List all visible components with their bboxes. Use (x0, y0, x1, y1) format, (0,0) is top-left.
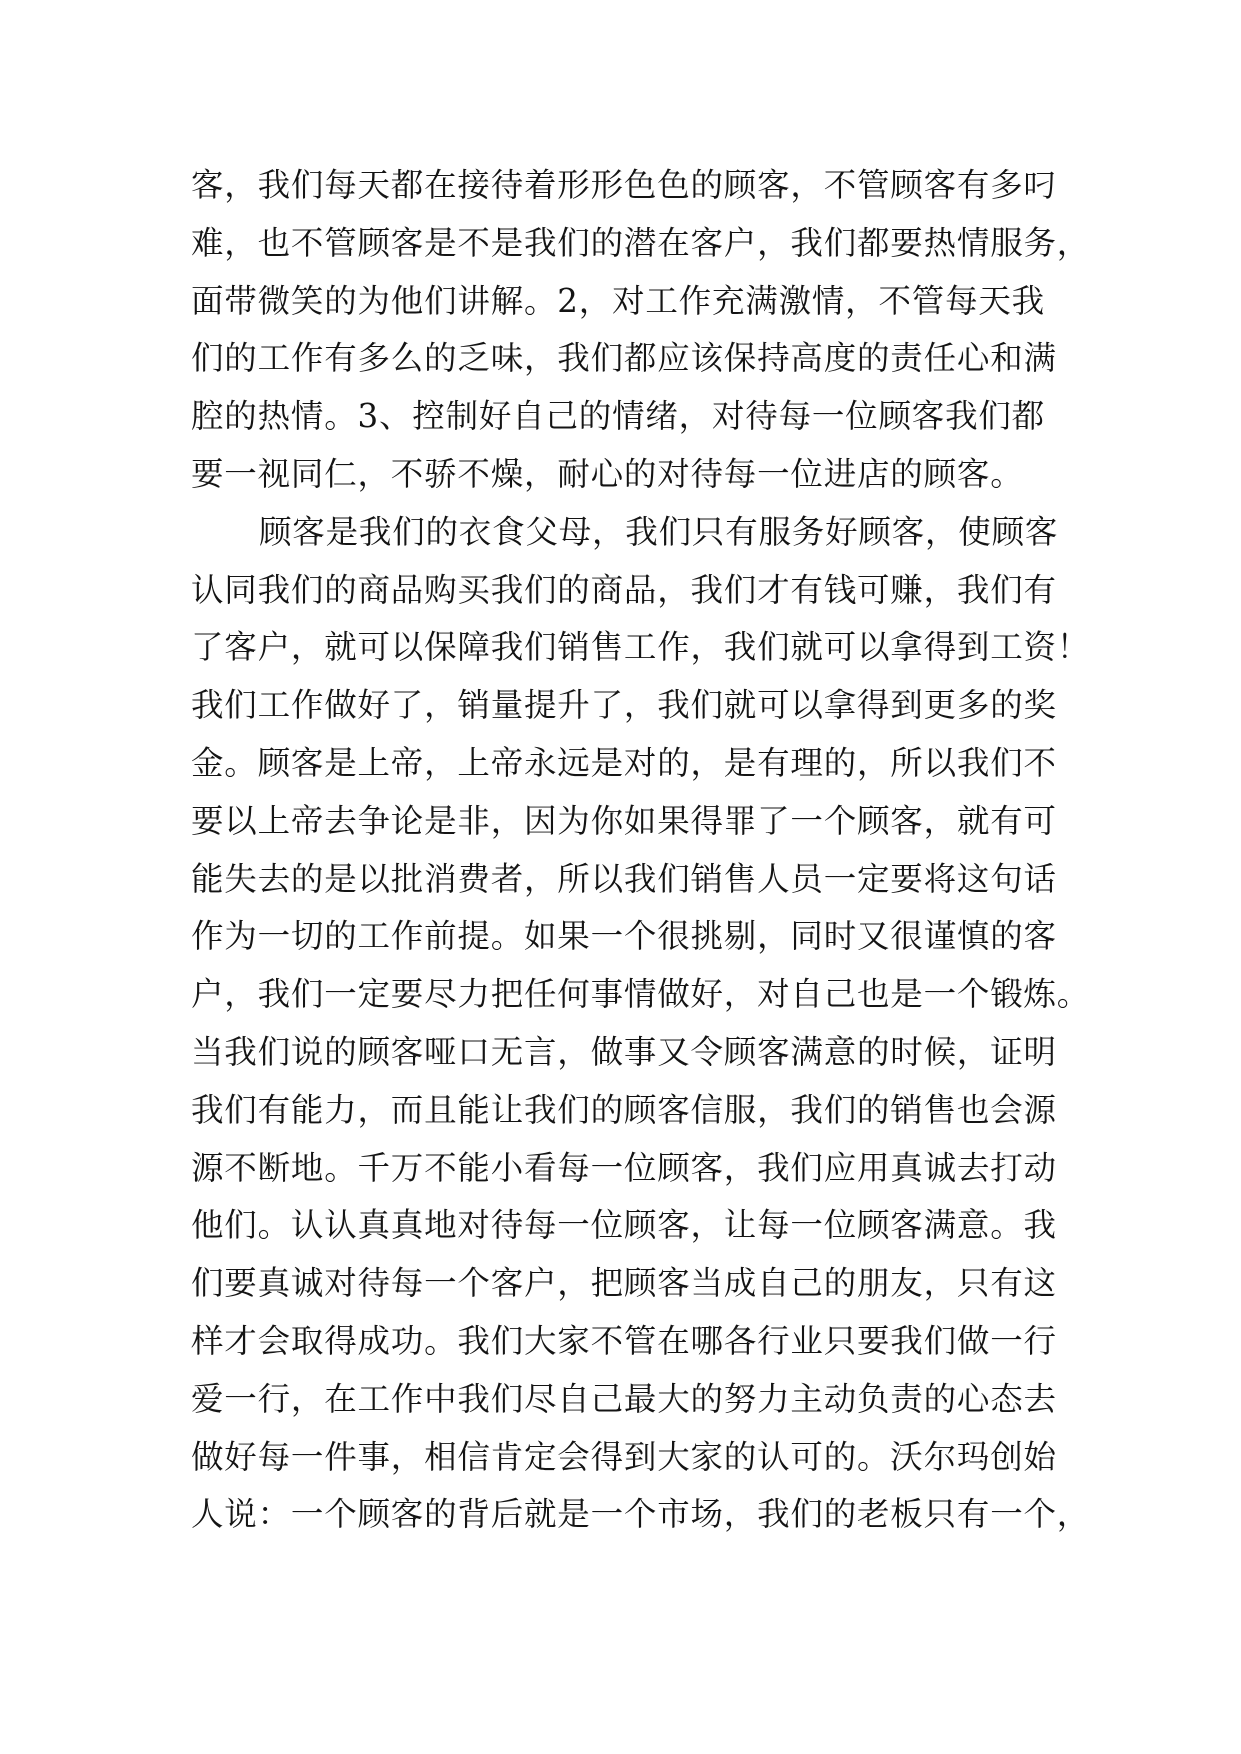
text-line: 样才会取得成功。我们大家不管在哪各行业只要我们做一行 (191, 1321, 1057, 1360)
text-line: 认同我们的商品购买我们的商品，我们才有钱可赚，我们有 (191, 570, 1057, 609)
text-line: 他们。认认真真地对待每一位顾客，让每一位顾客满意。我 (191, 1206, 1057, 1245)
text-line: 面带微笑的为他们讲解。2，对工作充满激情，不管每天我 (191, 281, 1045, 320)
text-line: 作为一切的工作前提。如果一个很挑剔，同时又很谨慎的客 (191, 917, 1057, 956)
text-line: 源不断地。千万不能小看每一位顾客，我们应用真诚去打动 (191, 1148, 1057, 1187)
body-text (191, 157, 1091, 1544)
text-line: 爱一行，在工作中我们尽自己最大的努力主动负责的心态去 (191, 1379, 1057, 1418)
text-line: 我们有能力，而且能让我们的顾客信服，我们的销售也会源 (191, 1090, 1057, 1129)
text-line: 当我们说的顾客哑口无言，做事又令顾客满意的时候，证明 (191, 1032, 1057, 1071)
text-line: 我们工作做好了，销量提升了，我们就可以拿得到更多的奖 (191, 686, 1057, 725)
text-line: 能失去的是以批消费者，所以我们销售人员一定要将这句话 (191, 859, 1057, 898)
text-line: 户，我们一定要尽力把任何事情做好，对自己也是一个锻炼。 (191, 975, 1091, 1014)
text-line: 了客户，就可以保障我们销售工作，我们就可以拿得到工资！ (191, 628, 1091, 667)
text-line: 腔的热情。3、控制好自己的情绪，对待每一位顾客我们都 (191, 397, 1045, 436)
text-line: 们的工作有多么的乏味，我们都应该保持高度的责任心和满 (191, 339, 1057, 378)
text-line: 难，也不管顾客是不是我们的潜在客户，我们都要热情服务， (191, 223, 1091, 262)
text-line: 要一视同仁，不骄不燥，耐心的对待每一位进店的顾客。 (191, 454, 1024, 493)
text-line: 们要真诚对待每一个客户，把顾客当成自己的朋友，只有这 (191, 1264, 1057, 1303)
text-line: 人说：一个顾客的背后就是一个市场，我们的老板只有一个， (191, 1495, 1091, 1534)
text-line: 客，我们每天都在接待着形形色色的顾客，不管顾客有多叼 (191, 166, 1057, 204)
text-line: 要以上帝去争论是非，因为你如果得罪了一个顾客，就有可 (191, 801, 1057, 840)
text-line: 做好每一件事，相信肯定会得到大家的认可的。沃尔玛创始 (191, 1437, 1057, 1476)
paragraph-start-line: 顾客是我们的衣食父母，我们只有服务好顾客，使顾客 (259, 512, 1059, 551)
text-line: 金。顾客是上帝，上帝永远是对的，是有理的，所以我们不 (191, 743, 1057, 782)
